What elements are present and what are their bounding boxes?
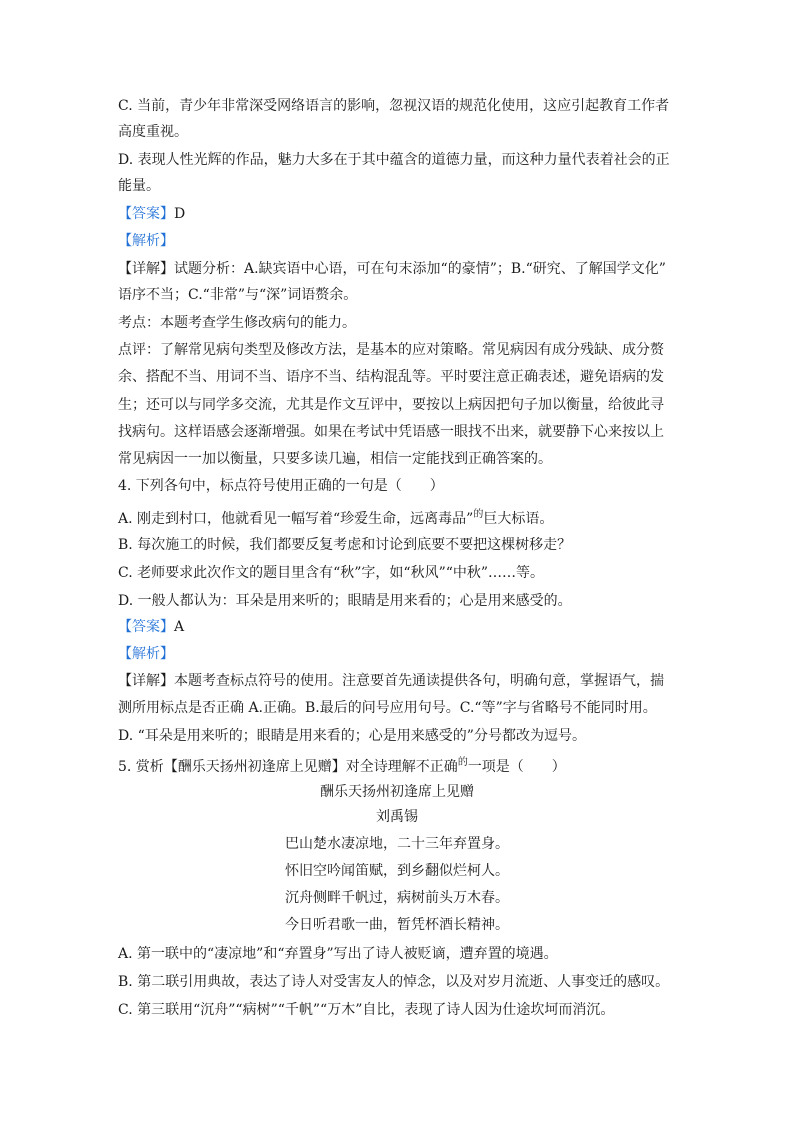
q4-answer [118, 617, 184, 637]
q3-dianping-line1: 点评：了解常见病句类型及修改方法，是基本的应对策略。常见病因有成分残缺、成分赘 [118, 342, 664, 358]
q3-analysis-tag: 【解析】 [118, 233, 174, 249]
q4-stem: 4. 下列各句中，标点符号使用正确的一句是（ ） [118, 478, 444, 494]
q3-option-c-line2: 高度重视。 [118, 124, 188, 140]
q4-option-a-text: A. 刚走到村口，他就看见一幅写着“珍爱生命，远离毒品” [118, 511, 474, 527]
q3-dianping-line4: 找病句。这样语感会逐渐增强。如果在考试中凭语感一眼找不出来，就要静下心来按以上 [118, 424, 664, 440]
poem-line-1: 巴山楚水凄凉地，二十三年弃置身。 [285, 836, 509, 852]
q3-dianping-line5: 常见病因一一加以衡量，只要多读几遍，相信一定能找到正确答案的。 [118, 451, 552, 467]
q5-stem-tail: 一项是（ ） [467, 759, 566, 775]
q5-option-a: A. 第一联中的“凄凉地”和“弃置身”写出了诗人被贬谪，遭弃置的境遇。 [118, 946, 558, 962]
q4-detail-line1: 【详解】本题考查标点符号的使用。注意要首先通读提供各句，明确句意，掌握语气，揣 [118, 673, 664, 689]
q3-option-d-line2: 能量。 [118, 178, 160, 194]
q4-option-a-tail: 巨大标语。 [483, 511, 554, 527]
q4-option-a [118, 509, 553, 531]
q5-stem-sup: 的 [457, 757, 468, 768]
q5-stem [118, 757, 566, 779]
q4-option-a-sup: 的 [473, 509, 484, 520]
q3-detail-line2: 语序不当；C.“非常”与“深”词语赘余。 [118, 287, 358, 303]
q5-option-c: C. 第三联用“沉舟”“病树”“千帆”“万木”自比，表现了诗人因为仕途坎坷而消沉。 [118, 1002, 615, 1018]
q4-option-d: D. 一般人都认为：耳朵是用来听的；眼睛是用来看的；心是用来感受的。 [118, 593, 572, 609]
poem-author: 刘禹锡 [376, 809, 418, 825]
q3-dianping-line2: 余、搭配不当、用词不当、语序不当、结构混乱等。平时要注意正确表述，避免语病的发 [118, 369, 664, 385]
q3-dianping-line3: 生；还可以与同学多交流，尤其是作文互评中，要按以上病因把句子加以衡量，给彼此寻 [118, 397, 664, 413]
q3-option-d-line1: D. 表现人性光辉的作品，魅力大多在于其中蕴含的道德力量，而这种力量代表着社会的正 [118, 152, 670, 168]
q4-detail-line3: D. “耳朵是用来听的；眼睛是用来看的；心是用来感受的”分号都改为逗号。 [118, 728, 586, 744]
poem-line-2: 怀旧空吟闻笛赋，到乡翻似烂柯人。 [285, 863, 509, 879]
q5-stem-text: 5. 赏析【酬乐天扬州初逢席上见赠】对全诗理解不正确 [118, 759, 458, 775]
q5-option-b: B. 第二联引用典故，表达了诗人对受害友人的悼念，以及对岁月流逝、人事变迁的感叹。 [118, 974, 670, 990]
answer-tag: 【答案】 [118, 619, 174, 635]
poem-line-4: 今日听君歌一曲，暂凭杯酒长精神。 [285, 917, 509, 933]
q4-detail-line2: 测所用标点是否正确 A.正确。B.最后的问号应用句号。C.“等”字与省略号不能同时用。 [118, 700, 657, 716]
poem-title: 酬乐天扬州初逢席上见赠 [320, 784, 474, 800]
answer-value: A [174, 619, 185, 635]
q4-option-b: B. 每次施工的时候，我们都要反复考虑和讨论到底要不要把这棵树移走？ [118, 537, 572, 553]
q3-option-c-line1: C. 当前，青少年非常深受网络语言的影响，忽视汉语的规范化使用，这应引起教育工作者 [118, 98, 670, 114]
answer-value: D [174, 206, 186, 222]
poem-line-3: 沉舟侧畔千帆过，病树前头万木春。 [285, 890, 509, 906]
q3-detail-line1: 【详解】试题分析：A.缺宾语中心语，可在句末添加“的豪情”；B.“研究、了解国学文化” [118, 261, 666, 277]
answer-tag: 【答案】 [118, 206, 174, 222]
q4-option-c: C. 老师要求此次作文的题目里含有“秋”字，如“秋风”“中秋”……等。 [118, 565, 545, 581]
q3-kaodian: 考点：本题考查学生修改病句的能力。 [118, 315, 356, 331]
q3-answer [118, 204, 185, 224]
q4-analysis-tag: 【解析】 [118, 646, 174, 662]
